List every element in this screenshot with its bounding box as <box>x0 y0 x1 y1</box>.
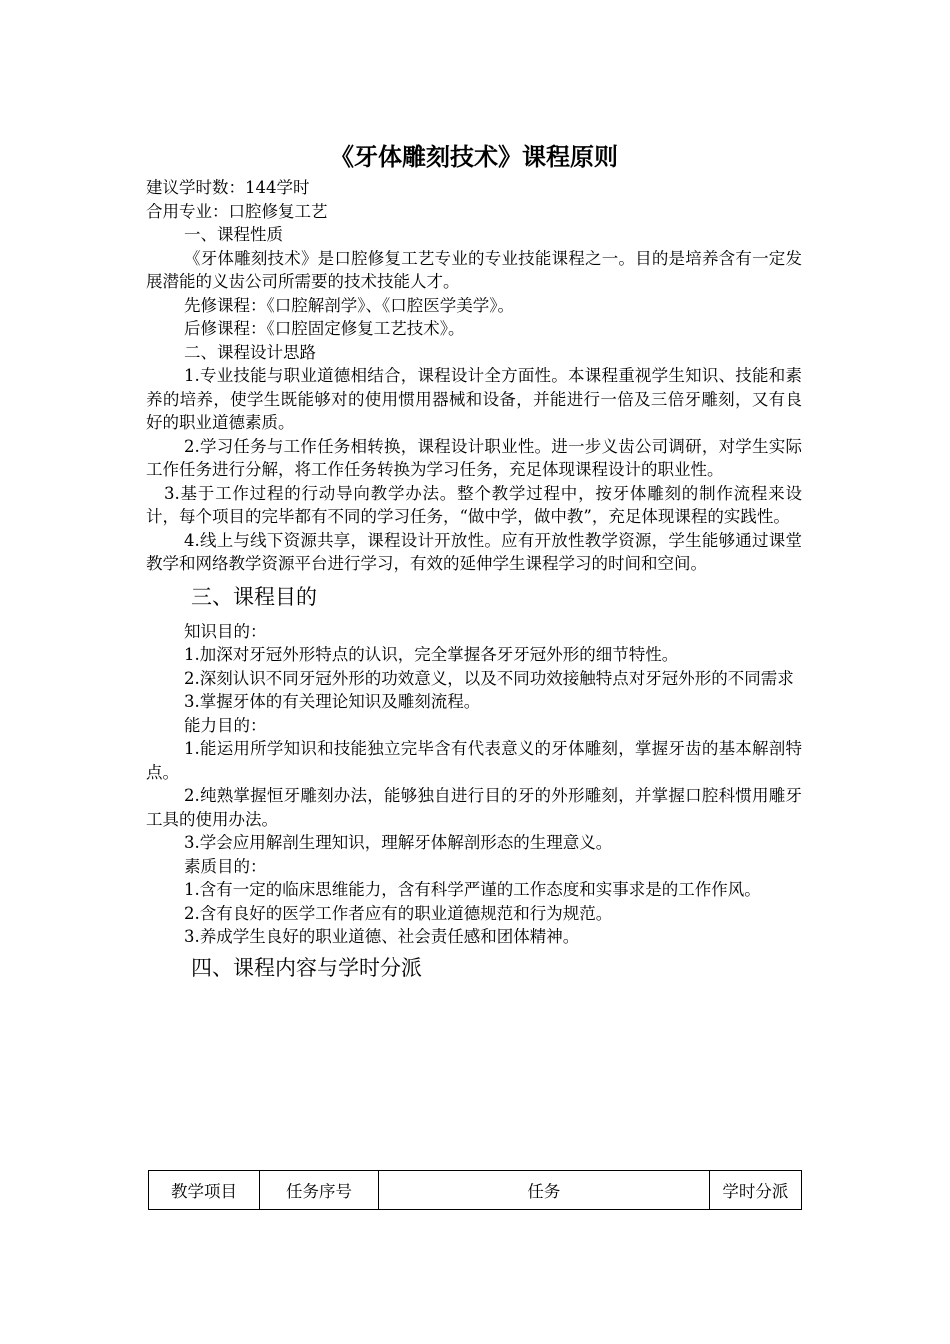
header-hours-allocation: 学时分派 <box>709 1171 801 1210</box>
section1-paragraph: 《牙体雕刻技术》是口腔修复工艺专业的专业技能课程之一。目的是培养含有一定发展潜能的义齿公司所需要的技术技能人才。 <box>146 248 802 291</box>
suggested-hours: 建议学时数：144学时 <box>146 178 310 197</box>
table-header-row <box>149 1171 802 1210</box>
ability-goal: 3.学会应用解剖生理知识，理解牙体解剖形态的生理意义。 <box>184 833 613 852</box>
knowledge-goal: 1.加深对牙冠外形特点的认识，完全掌握各牙牙冠外形的细节特性。 <box>184 645 679 664</box>
knowledge-goals-label: 知识目的： <box>184 621 267 641</box>
follow-up-courses: 后修课程：《口腔固定修复工艺技术》。 <box>184 319 465 338</box>
design-item: 1.专业技能与职业道德相结合，课程设计全方面性。本课程重视学生知识、技能和素养的培养，使学生既能够对的使用惯用器械和设备，并能进行一倍及三倍牙雕刻，又有良好的职业道德素质。 <box>146 366 802 432</box>
course-content-table <box>148 1170 802 1210</box>
quality-goal: 2.含有良好的医学工作者应有的职业道德规范和行为规范。 <box>184 903 613 923</box>
section3-heading: 三、课程目的 <box>191 584 317 609</box>
header-teaching-project: 教学项目 <box>149 1171 260 1210</box>
prerequisite-courses: 先修课程：《口腔解剖学》、《口腔医学美学》。 <box>184 295 514 315</box>
ability-goal: 2.纯熟掌握恒牙雕刻办法，能够独自进行目的牙的外形雕刻，并掌握口腔科惯用雕牙工具的使用办法。 <box>146 786 802 829</box>
header-task-number: 任务序号 <box>259 1171 378 1210</box>
knowledge-goal: 3.掌握牙体的有关理论知识及雕刻流程。 <box>184 692 481 711</box>
design-item: 3.基于工作过程的行动导向教学办法。整个教学过程中，按牙体雕刻的制作流程来设计，每个项目的完毕都有不同的学习任务，“做中学，做中教”，充足体现课程的实践性。 <box>146 483 802 526</box>
applicable-major: 合用专业：口腔修复工艺 <box>146 201 328 221</box>
knowledge-goal: 2.深刻认识不同牙冠外形的功效意义，以及不同功效接触特点对牙冠外形的不同需求 <box>184 668 794 688</box>
ability-goals-label: 能力目的： <box>184 715 267 735</box>
design-item: 4.线上与线下资源共享，课程设计开放性。应有开放性教学资源，学生能够通过课堂教学和网络教学资源平台进行学习，有效的延伸学生课程学习的时间和空间。 <box>146 530 802 573</box>
quality-goal: 1.含有一定的临床思维能力，含有科学严谨的工作态度和实事求是的工作作风。 <box>184 880 761 899</box>
document-title: 《牙体雕刻技术》课程原则 <box>330 143 618 171</box>
section4-heading: 四、课程内容与学时分派 <box>191 955 422 980</box>
quality-goal: 3.养成学生良好的职业道德、社会责任感和团体精神。 <box>184 927 580 946</box>
section2-heading: 二、课程设计思路 <box>184 342 316 362</box>
design-item: 2.学习任务与工作任务相转换，课程设计职业性。进一步义齿公司调研，对学生实际工作任务进行分解，将工作任务转换为学习任务，充足体现课程设计的职业性。 <box>146 436 802 479</box>
header-task: 任务 <box>379 1171 710 1210</box>
section1-heading: 一、课程性质 <box>184 225 283 244</box>
document-body <box>146 176 802 987</box>
quality-goals-label: 素质目的： <box>184 856 267 876</box>
ability-goal: 1.能运用所学知识和技能独立完毕含有代表意义的牙体雕刻，掌握牙齿的基本解剖特点。 <box>146 739 802 782</box>
